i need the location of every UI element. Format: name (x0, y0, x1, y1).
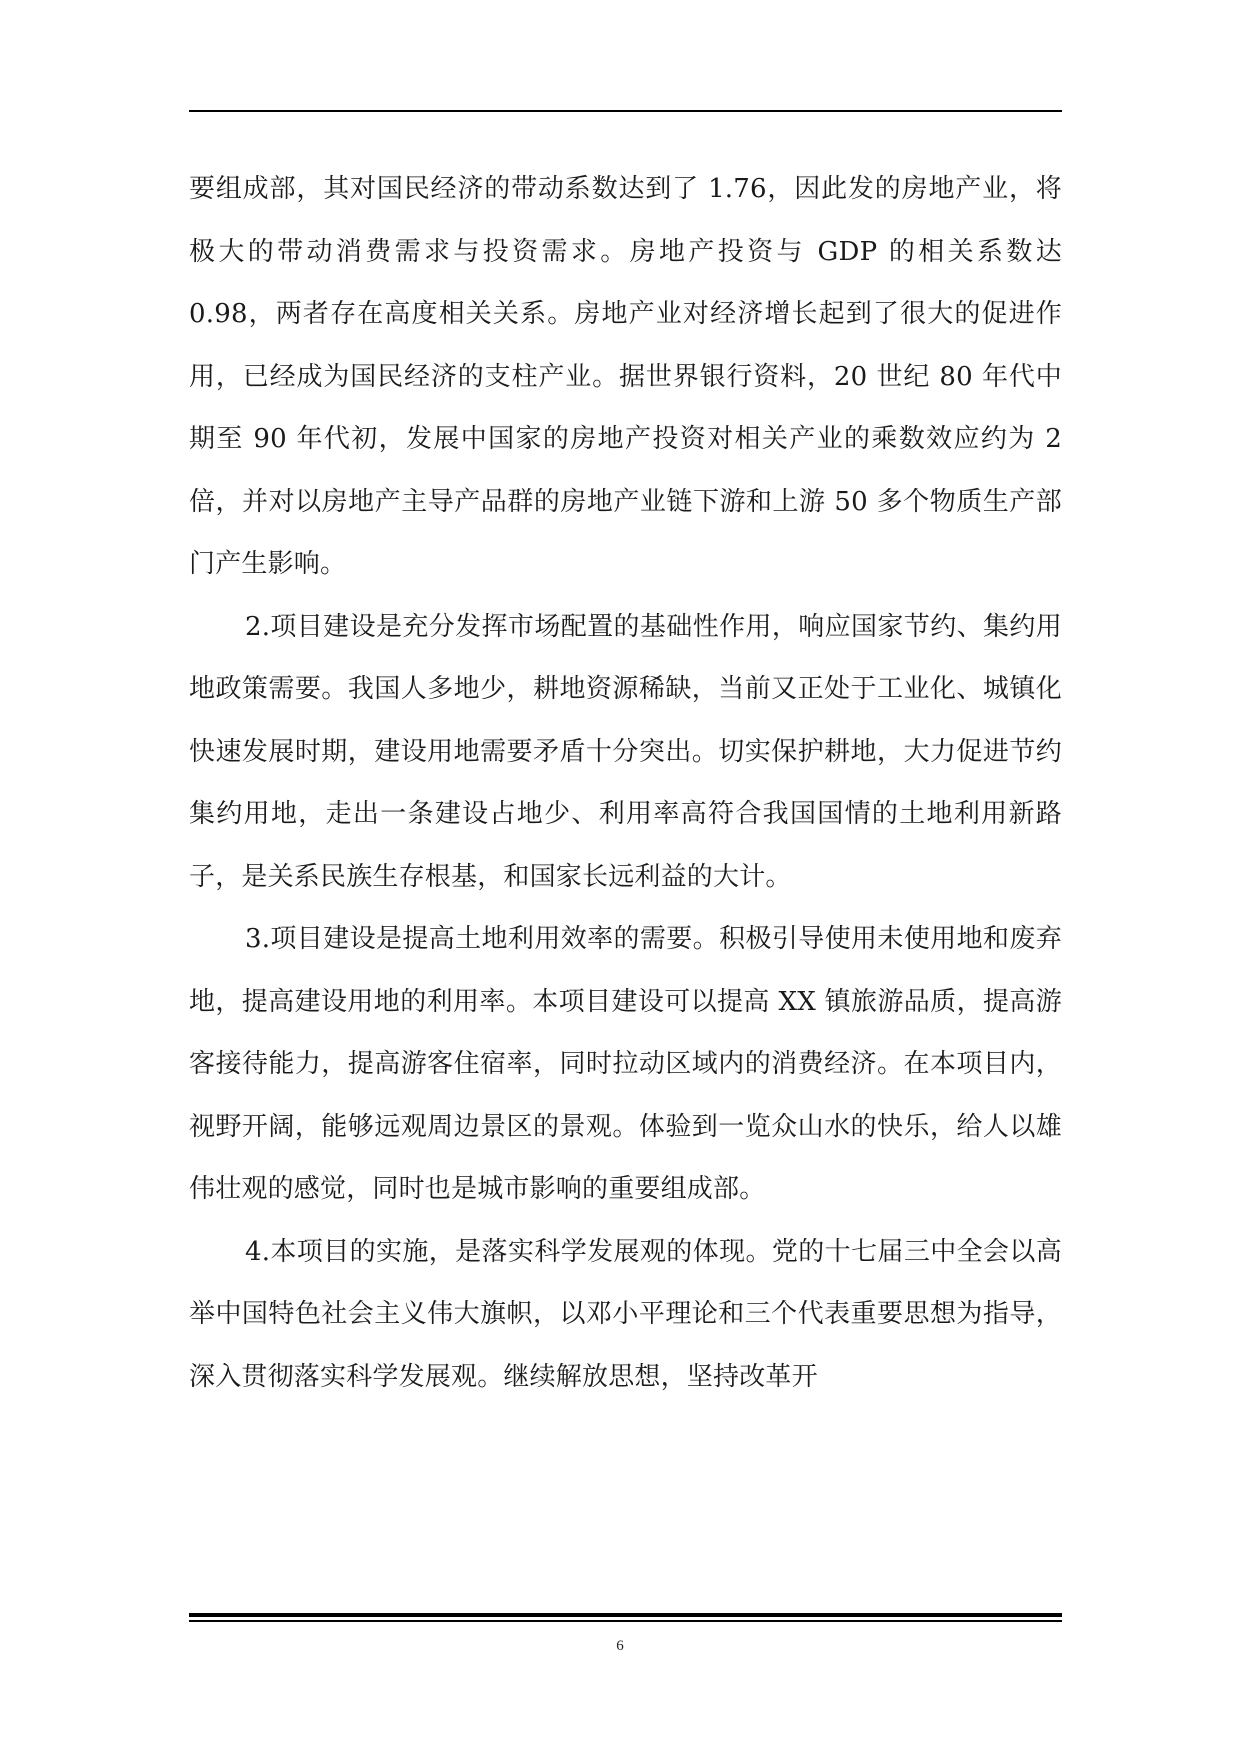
paragraph-item-4: 4.本项目的实施，是落实科学发展观的体现。党的十七届三中全会以高举中国特色社会主义伟大旗帜，以邓小平理论和三个代表重要思想为指导，深入贯彻落实科学发展观。继续解放思想，坚持改革开 (189, 1236, 1062, 1392)
page-number: 6 (616, 1638, 624, 1654)
document-body (189, 158, 1062, 1408)
footer-rule-thin (189, 1620, 1062, 1622)
paragraph-continuation: 要组成部，其对国民经济的带动系数达到了 1.76，因此发的房地产业，将极大的带动消费需求与投资需求。房地产投资与 GDP 的相关系数达 0.98，两者存在高度相关关系。房地产业对经济增长起到了很大的促进作用，已经成为国民经济的支柱产业。据世界银行资料，20 世纪 80 年代中期至 90 年代初，发展中国家的房地产投资对相关产业的乘数效应约为 2 倍，并对以房地产主导产品群的房地产业链下游和上游 50 多个物质生产部门产生影响。 (189, 174, 1062, 579)
paragraph-item-3: 3.项目建设是提高土地利用效率的需要。积极引导使用未使用地和废弃地，提高建设用地的利用率。本项目建设可以提高 XX 镇旅游品质，提高游客接待能力，提高游客住宿率，同时拉动区域内的消费经济。在本项目内，视野开阔，能够远观周边景区的景观。体验到一览众山水的快乐，给人以雄伟壮观的感觉，同时也是城市影响的重要组成部。 (189, 924, 1062, 1204)
footer-rule-thick (189, 1613, 1062, 1617)
paragraph-item-2: 2.项目建设是充分发挥市场配置的基础性作用，响应国家节约、集约用地政策需要。我国人多地少，耕地资源稀缺，当前又正处于工业化、城镇化快速发展时期，建设用地需要矛盾十分突出。切实保护耕地，大力促进节约集约用地，走出一条建设占地少、利用率高符合我国国情的土地利用新路子，是关系民族生存根基，和国家长远利益的大计。 (189, 611, 1062, 892)
header-rule (189, 110, 1062, 112)
